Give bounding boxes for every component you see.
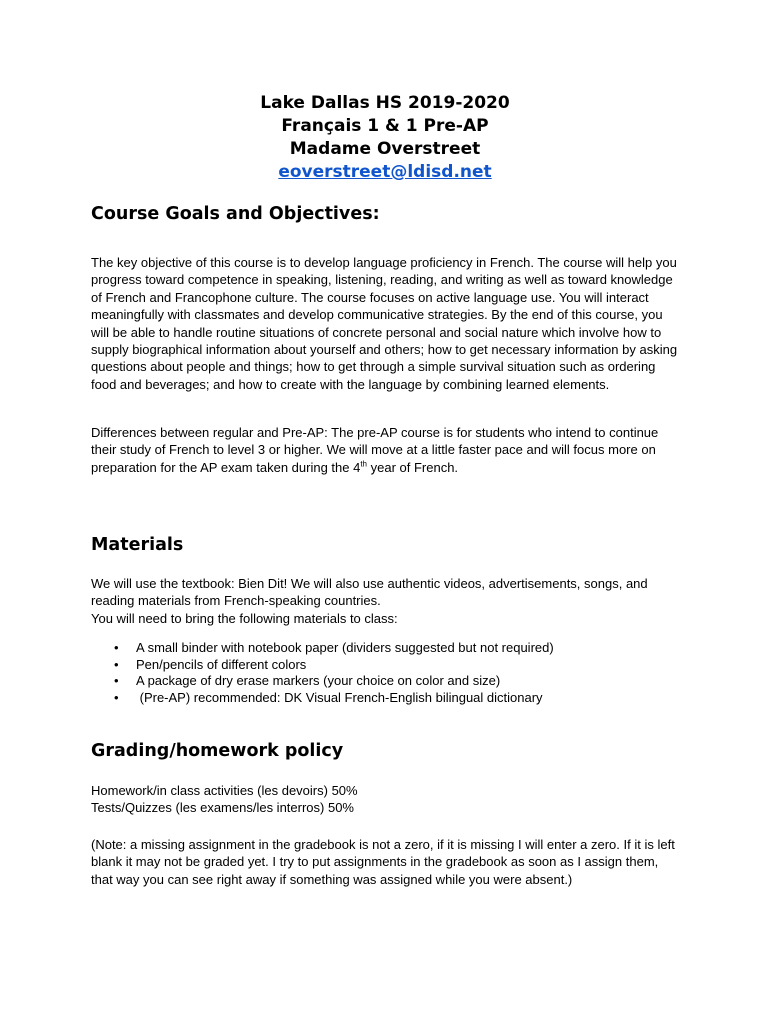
grading-note: (Note: a missing assignment in the gradebook is not a zero, if it is missing I will enter a zero. If it is left blank it may not be graded yet. I try to put assignments in the gradebook as soon as I assign them, that way you can see right away if something was assigned while you were absent.) — [91, 837, 675, 887]
list-item: • A small binder with notebook paper (dividers suggested but not required) — [91, 640, 681, 657]
materials-list — [91, 640, 681, 706]
school-title: Lake Dallas HS 2019-2020 — [260, 93, 510, 113]
pre-ap-differences-paragraph — [91, 424, 681, 476]
materials-intro-text: We will use the textbook: Bien Dit! We will also use authentic videos, advertisements, songs, and reading materials from French-speaking countries. — [91, 576, 648, 609]
grading-heading: Grading/homework policy — [91, 741, 344, 761]
materials-bring-text: You will need to bring the following materials to class: — [91, 610, 398, 626]
goals-heading: Course Goals and Objectives: — [91, 204, 380, 224]
pre-ap-text: Differences between regular and Pre-AP: The pre-AP course is for students who intend to continue their study of French to level 3 or higher. We will move at a little faster pace and will focus more on preparation for the AP exam taken during the 4 — [91, 425, 659, 475]
tests-weight: Tests/Quizzes (les examens/les interros) 50% — [91, 800, 354, 816]
homework-weight: Homework/in class activities (les devoirs) 50% — [91, 783, 358, 798]
course-title: Français 1 & 1 Pre-AP — [281, 116, 489, 136]
materials-heading: Materials — [91, 535, 184, 555]
list-item: • A package of dry erase markers (your choice on color and size) — [91, 673, 681, 690]
grading-weights — [91, 782, 681, 817]
ordinal-suffix: th — [360, 459, 367, 469]
list-item: • Pen/pencils of different colors — [91, 657, 681, 674]
list-item: • (Pre-AP) recommended: DK Visual French-English bilingual dictionary — [91, 690, 681, 707]
materials-intro — [91, 575, 681, 627]
goals-paragraph: The key objective of this course is to develop language proficiency in French. The course will help you progress toward competence in speaking, listening, reading, and writing as well as toward knowledge of French and Francophone culture. The course focuses on active language use. You will interact meaningfully with classmates and develop communicative strategies. By the end of this course, you will be able to handle routine situations of concrete personal and social nature which involve how to supply biographical information about yourself and others; how to get necessary information by asking questions about people and things; how to get through a simple survival situation such as ordering food and beverages; and how to create with the language by combining learned elements. — [91, 255, 678, 392]
teacher-name: Madame Overstreet — [289, 139, 481, 159]
document-header — [0, 92, 770, 184]
pre-ap-text-end: year of French. — [367, 459, 459, 475]
email-link[interactable]: eoverstreet@ldisd.net — [278, 162, 492, 182]
